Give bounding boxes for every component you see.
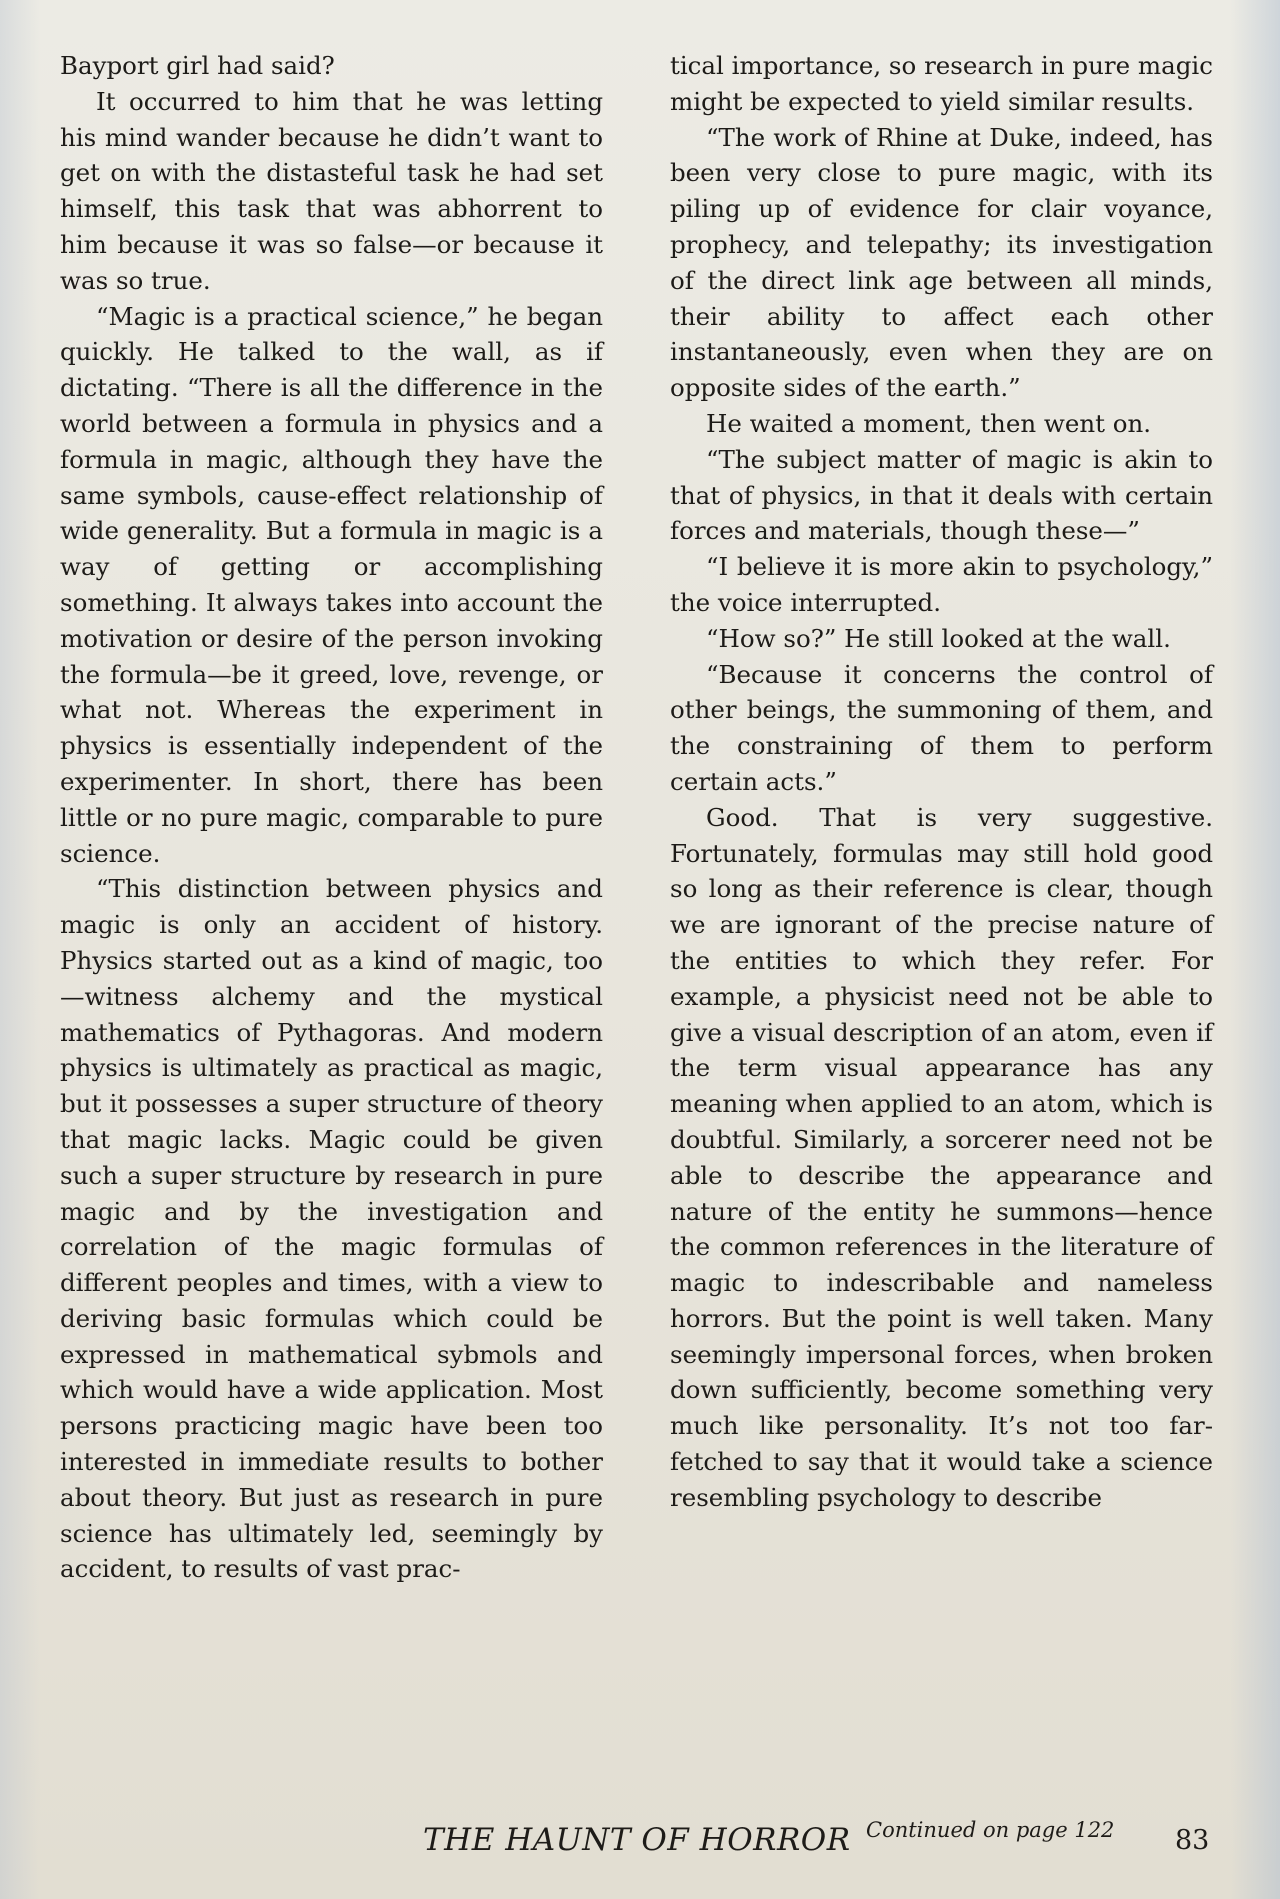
- left-text-column: [60, 48, 603, 1587]
- paragraph: “Magic is a practical science,” he began quickly. He talked to the wall, as if dictating. “There is all the difference in the world between a formula in physics and a formula in magic, although they have the same symbols, cause-effect relationship of wide generality. But a formula in magic is a way of getting or accomplishing something. It always takes into account the motivation or desire of the person invoking the formula—be it greed, love, revenge, or what not. Whereas the experiment in physics is essentially independent of the experimenter. In short, there has been little or no pure magic, comparable to pure science.: [60, 301, 603, 868]
- paragraph: “The work of Rhine at Duke, indeed, has been very close to pure magic, with its piling up of evidence for clair voyance, prophecy, and telepathy; its investigation of the direct link age between all minds, their ability to affect each other instantaneously, even when they are on opposite sides of the earth.”: [670, 122, 1213, 403]
- paragraph: It occurred to him that he was letting his mind wander because he didn’t want to get on with the distasteful task he had set himself, this task that was abhorrent to him because it was so false—or because it was so true.: [60, 86, 603, 295]
- continued-note: Continued on page 122: [866, 1818, 1115, 1842]
- magazine-title: THE HAUNT OF HORROR: [423, 1822, 851, 1858]
- paragraph: “How so?” He still looked at the wall.: [706, 623, 1171, 653]
- paragraph: “The subject matter of magic is akin to that of physics, in that it deals with certain forces and materials, though these—”: [670, 444, 1213, 546]
- paragraph: “Because it concerns the control of other beings, the summoning of them, and the constraining of them to perform certain acts.”: [670, 659, 1213, 796]
- paragraph: Good. That is very suggestive. Fortunately, formulas may still hold good so long as their reference is clear, though we are ignorant of the precise nature of the entities to which they refer. For example, a physicist need not be able to give a visual description of an atom, even if the term visual appearance has any meaning when applied to an atom, which is doubtful. Similarly, a sorcerer need not be able to describe the appearance and nature of the entity he summons—hence the common references in the literature of magic to indescribable and nameless horrors. But the point is well taken. Many seemingly impersonal forces, when broken down sufficiently, become something very much like personality. It’s not too far-fetched to say that it would take a science resembling psychology to describe: [670, 802, 1213, 1512]
- paragraph: Bayport girl had said?: [60, 51, 335, 80]
- right-text-column: [670, 48, 1213, 1516]
- page-number: 83: [1175, 1825, 1210, 1856]
- paragraph: “This distinction between physics and magic is only an accident of history. Physics started out as a kind of magic, too—witness alchemy and the mystical mathematics of Pythagoras. And modern physics is ultimately as practical as magic, but it possesses a super structure of theory that magic lacks. Magic could be given such a super structure by research in pure magic and by the investigation and correlation of the magic formulas of different peoples and times, with a view to deriving basic formulas which could be expressed in mathematical sybmols and which would have a wide application. Most persons practicing magic have been too interested in immediate results to bother about theory. But just as research in pure science has ultimately led, seemingly by accident, to results of vast prac-: [60, 874, 603, 1584]
- paragraph: He waited a moment, then went on.: [706, 408, 1152, 438]
- paragraph: “I believe it is more akin to psychology,” the voice interrupted.: [670, 552, 1213, 617]
- paragraph: tical importance, so research in pure magic might be expected to yield similar results.: [670, 51, 1213, 116]
- page-footer: [0, 1818, 1280, 1872]
